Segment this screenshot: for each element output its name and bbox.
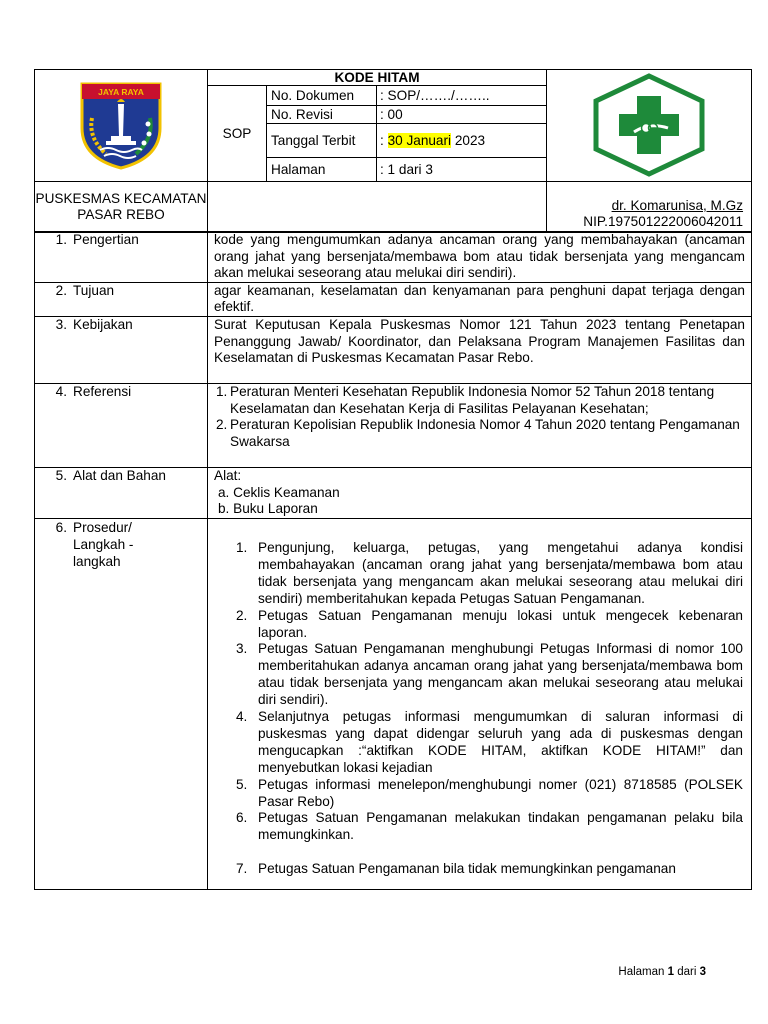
page-footer xyxy=(618,966,706,978)
list-marker: 3. xyxy=(236,641,248,657)
list-item xyxy=(208,861,743,878)
list-marker: 1. xyxy=(236,539,248,555)
meta-label-revision: No. Revisi xyxy=(267,106,377,124)
list-marker: 7. xyxy=(236,861,248,877)
footer-prefix: Halaman xyxy=(618,966,668,978)
section-row-tujuan xyxy=(35,282,752,316)
list-item-text: Petugas Satuan Pengamanan bila tidak memungkinkan pengamanan xyxy=(258,861,676,877)
meta-value-page: : 1 dari 3 xyxy=(377,158,547,182)
list-marker: 5. xyxy=(236,776,248,792)
section-list-alat-bahan xyxy=(208,467,752,518)
list-item xyxy=(208,384,745,417)
svg-text:JAYA RAYA: JAYA RAYA xyxy=(98,87,144,97)
section-row-kebijakan xyxy=(35,316,752,383)
footer-page-number: 1 xyxy=(667,966,675,978)
jakarta-coat-of-arms-logo xyxy=(78,78,164,170)
list-item xyxy=(208,777,743,811)
prosedur-label-wrap xyxy=(45,519,207,570)
section-row-referensi xyxy=(35,383,752,467)
section-title: Alat dan Bahan xyxy=(73,467,166,483)
section-title: Prosedur/ Langkah - langkah xyxy=(73,519,134,569)
section-label-kebijakan xyxy=(35,316,208,383)
section-row-alat-bahan xyxy=(35,467,752,518)
meta-value-issue-date xyxy=(377,124,547,158)
blank-signature-space xyxy=(208,182,547,233)
sop-header-table xyxy=(34,69,752,233)
list-marker: b. xyxy=(218,501,230,517)
reference-list xyxy=(208,384,745,450)
section-text-kebijakan: Surat Keputusan Kepala Puskesmas Nomor 121 Tahun 2023 tentang Penetapan Penanggung Jawab/ Koordinator, dan Pelaksana Program Manajemen Fasilitas dan Keselamatan di Puskesmas Kecamatan Pasar Rebo. xyxy=(208,316,752,383)
issue-date-year: 2023 xyxy=(451,133,486,148)
document-title: KODE HITAM xyxy=(208,70,547,86)
section-title: Pengertian xyxy=(73,232,139,247)
list-item xyxy=(214,501,745,518)
tools-intro: Alat: xyxy=(214,467,242,483)
list-item-text: Selanjutnya petugas informasi mengumumkan di saluran informasi di puskesmas yang dapat didengar seluruh yang ada di puskesmas dengan mengucapkan :“aktifkan KODE HITAM, aktifkan KODE HITAM!” dan menyebutkan lokasi kejadian xyxy=(258,709,743,775)
list-marker: 2. xyxy=(216,417,228,433)
signatory-block xyxy=(547,182,752,233)
list-item-text: Buku Laporan xyxy=(233,501,318,517)
sop-label: SOP xyxy=(208,86,267,182)
section-title: Kebijakan xyxy=(73,316,133,332)
meta-label-doc-number: No. Dokumen xyxy=(267,86,377,106)
signatory-nip: NIP.197501222006042011 xyxy=(583,214,744,229)
section-label-pengertian xyxy=(35,232,208,283)
section-number: 2. xyxy=(55,282,67,298)
meta-label-page: Halaman xyxy=(267,158,377,182)
left-logo-cell xyxy=(35,70,208,182)
section-text-tujuan: agar keamanan, keselamatan dan kenyamanan para penghuni dapat terjaga dengan efektif. xyxy=(208,282,752,316)
section-number: 1. xyxy=(55,232,67,247)
section-label-alat-bahan xyxy=(35,467,208,518)
list-item-text: Petugas informasi menelepon/menghubungi nomer (021) 8718585 (POLSEK Pasar Rebo) xyxy=(258,776,743,809)
list-item xyxy=(208,709,743,777)
list-item xyxy=(208,810,743,844)
section-row-pengertian xyxy=(35,232,752,283)
section-row-prosedur xyxy=(35,518,752,889)
list-marker: a. xyxy=(218,484,230,500)
sop-content-table xyxy=(34,231,752,890)
list-item xyxy=(208,641,743,709)
list-item xyxy=(208,608,743,642)
list-marker: 4. xyxy=(236,709,248,725)
puskesmas-logo xyxy=(586,70,712,178)
organization-name: PUSKESMAS KECAMATAN PASAR REBO xyxy=(35,182,208,233)
signatory-name: dr. Komarunisa, M.Gz xyxy=(611,198,744,213)
list-item-text: Petugas Satuan Pengamanan menuju lokasi untuk mengecek kebenaran laporan. xyxy=(258,607,743,640)
list-item-text: Pengunjung, keluarga, petugas, yang mengetahui adanya kondisi membahayakan (ancaman orang jahat yang bersenjata/membawa bom atau tidak bersenjata yang mengancam akan melukai seseorang atau melukai diri sendiri) memberitahukan kepada Petugas Satuan Pengamanan. xyxy=(258,539,743,606)
section-list-prosedur xyxy=(208,518,752,889)
section-list-referensi xyxy=(208,383,752,467)
list-item-text: Petugas Satuan Pengamanan menghubungi Petugas Informasi di nomor 100 memberitahukan adanya ancaman orang jahat yang bersenjata/membawa bom atau tidak bersenjata yang mengancam akan melukai seseorang atau melukai diri sendiri). xyxy=(258,641,743,708)
footer-middle: dari xyxy=(674,966,700,978)
section-number: 4. xyxy=(55,383,67,399)
list-item-text: Peraturan Kepolisian Republik Indonesia Nomor 4 Tahun 2020 tentang Pengamanan Swakarsa xyxy=(230,417,740,449)
section-label-referensi xyxy=(35,383,208,467)
procedure-list xyxy=(208,540,743,878)
list-marker: 2. xyxy=(236,607,248,623)
right-logo-cell xyxy=(547,70,752,182)
meta-value-doc-number: : SOP/……./…….. xyxy=(377,86,547,106)
section-label-prosedur xyxy=(35,518,208,889)
section-text-pengertian: kode yang mengumumkan adanya ancaman orang yang membahayakan (ancaman orang jahat yang bersenjata/membawa bom atau tidak bersenjata yang mengancam akan melukai seseorang atau melukai diri sendiri). xyxy=(208,232,752,283)
meta-label-issue-date: Tanggal Terbit xyxy=(267,124,377,158)
section-title: Referensi xyxy=(73,383,132,399)
section-label-tujuan xyxy=(35,282,208,316)
section-number: 5. xyxy=(55,467,67,483)
footer-total-pages: 3 xyxy=(699,966,706,978)
list-item-text: Ceklis Keamanan xyxy=(233,484,340,500)
meta-value-revision: : 00 xyxy=(377,106,547,124)
list-item-text: Petugas Satuan Pengamanan melakukan tindakan pengamanan pelaku bila memungkinkan. xyxy=(258,810,743,843)
list-item xyxy=(208,417,745,450)
issue-date-prefix: : xyxy=(380,133,388,148)
list-marker: 6. xyxy=(236,810,248,826)
list-item xyxy=(208,540,743,608)
section-number: 6. xyxy=(55,519,67,535)
section-number: 3. xyxy=(55,316,67,332)
issue-date-highlight: 30 Januari xyxy=(387,133,452,148)
list-item xyxy=(214,485,745,502)
list-item-text: Peraturan Menteri Kesehatan Republik Indonesia Nomor 52 Tahun 2018 tentang Keselamatan dan Kesehatan Kerja di Fasilitas Pelayanan Kesehatan; xyxy=(230,383,715,416)
section-title: Tujuan xyxy=(73,282,115,298)
list-marker: 1. xyxy=(216,383,228,399)
